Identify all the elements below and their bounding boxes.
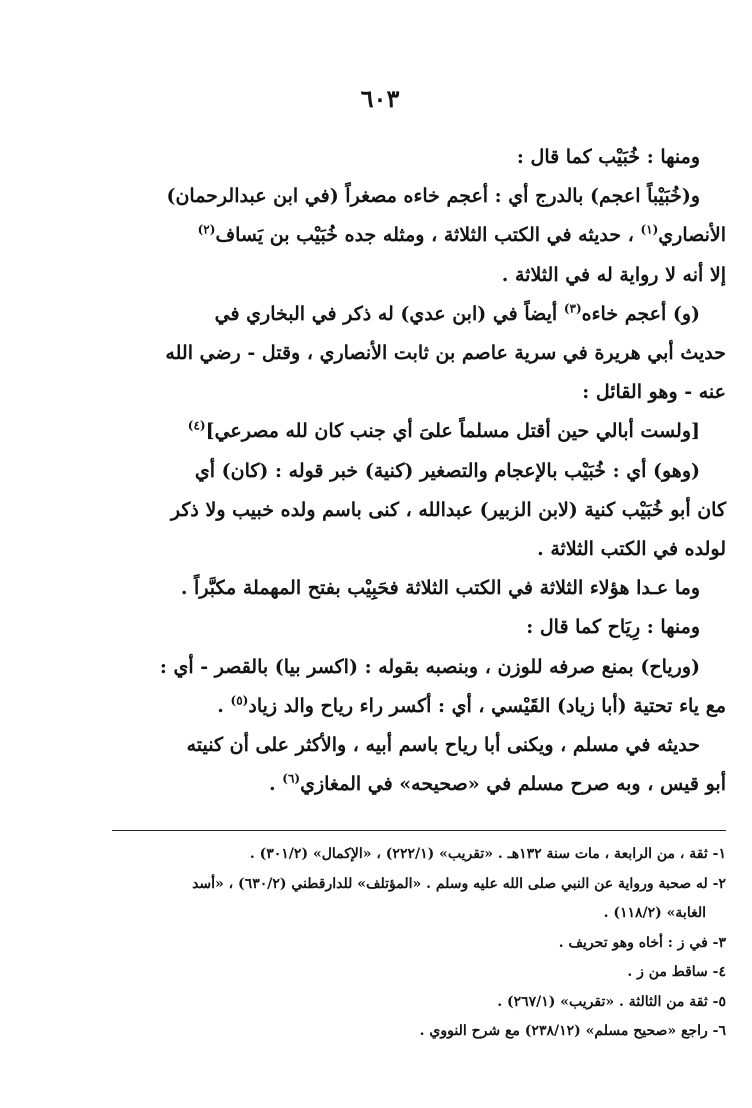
footnote-marker: (١) [640,223,659,238]
line-text: [ولست أبالي حين أقتل مسلماً علىَ أي جنب كان لله مصرعي] [205,420,700,443]
line-text: أبو قيس ، وبه صرح مسلم في «صحيحه» في المغازي [300,773,726,796]
line-text: أيضاً في (ابن عدي) له ذكر في البخاري في [214,302,564,325]
footnote-text: ساقط من ز . [627,964,708,980]
footnote-text: راجع «صحيح مسلم» (٢٣٨/١٢) مع شرح النووي . [419,1023,708,1039]
footnote-marker: (٣) [563,301,582,316]
footnote-text: ثقة من الثالثة . «تقريب» (٢٦٧/١) . [497,993,708,1010]
footnote-divider [112,830,726,831]
text-line [84,530,726,569]
line-text: (وهو) أي : خُبَيْب بالإعجام والتصغير (كنية) خبر قوله : (كان) أي [194,459,700,482]
line-text: (ورياح) بمنع صرفه للوزن ، وبنصبه بقوله : (اكسر بيا) بالقصر - أي : [159,655,700,678]
footnote-text: في ز : أخاه وهو تحريف . [558,934,708,951]
line-text: (و) أعجم خاءه [581,302,700,325]
footnote-marker: (٦) [282,771,301,786]
line-text: كان أبو خُبَيْب كنية (لابن الزبير) عبدالله ، كنى باسم ولده خبيب ولا ذكر [170,498,726,521]
text-line [84,491,726,530]
line-text: حديث أبي هريرة في سرية عاصم بن ثابت الأنصاري ، وقتل - رضي الله [165,342,726,365]
text-line [84,648,726,687]
footnote [104,929,726,959]
line-text: ومنها : رِيَاح كما قال : [526,616,700,639]
footnote-marker: (٤) [187,419,206,434]
line-text: ومنها : خُبَيْب كما قال : [516,146,700,168]
text-line [84,412,726,451]
line-text: عنه - وهو القائل : [582,381,726,404]
footnote [104,988,726,1018]
line-text: حديثه في مسلم ، ويكنى أبا رياح باسم أبيه ، والأكثر على أن كنيته [186,734,700,757]
footnote-text: ثقة ، من الرابعة ، مات سنة ١٣٢هـ . «تقريب» (٢٢٢/١) ، «الإكمال» (٣٠١/٢) . [249,846,708,862]
main-text [84,138,726,804]
line-text: الأنصاري [658,224,726,247]
footnote [104,1017,726,1047]
text-line [84,608,726,647]
text-line [84,177,726,216]
footnote-number: ٥- [712,993,726,1010]
footnote [104,840,726,870]
text-line [84,138,726,177]
footnote-number: ١- [712,846,726,862]
footnote-number: ٤- [712,964,726,980]
text-line [84,216,726,255]
line-text: مع ياء تحتية (أبا زياد) القَيْسي ، أي : أكسر راء رياح والد زياد [248,694,726,717]
footnote-number: ٦- [712,1023,726,1039]
footnote-number: ٢- [712,875,726,892]
text-line [84,726,726,765]
line-text: . [269,773,283,796]
footnote-text: له صحبة ورواية عن النبي صلى الله عليه وسلم . «المؤتلف» للدارقطني (٦٣٠/٢) ، «أسد [192,875,708,892]
text-line [84,687,726,726]
text-line [84,373,726,412]
text-line [84,569,726,608]
line-text: لولده في الكتب الثلاثة . [537,538,726,561]
footnotes [104,840,726,1047]
line-text: و(خُبَيْباً اعجم) بالدرج أي : أعجم خاءه مصغراً (في ابن عبدالرحمان) [166,185,700,208]
line-text: ، حديثه في الكتب الثلاثة ، ومثله جده خُبَيْب بن يَساف [215,224,641,247]
footnote [104,958,726,988]
footnote-text: الغابة» (١١٨/٢) . [603,905,706,921]
text-line [84,295,726,334]
footnote-marker: (٥) [230,693,249,708]
text-line [84,765,726,804]
footnote-number: ٣- [712,934,726,951]
text-line [84,452,726,491]
footnote [104,870,726,929]
footnote-marker: (٢) [197,223,216,238]
text-line [84,334,726,373]
text-line [84,256,726,295]
line-text: وما عـدا هؤلاء الثلاثة في الكتب الثلاثة فحَبِيْب بفتح المهملة مكبَّراً . [180,577,700,600]
line-text: إلا أنه لا رواية له في الثلاثة . [501,263,726,286]
page-number: ٦٠٣ [360,84,400,113]
line-text: . [217,694,231,717]
